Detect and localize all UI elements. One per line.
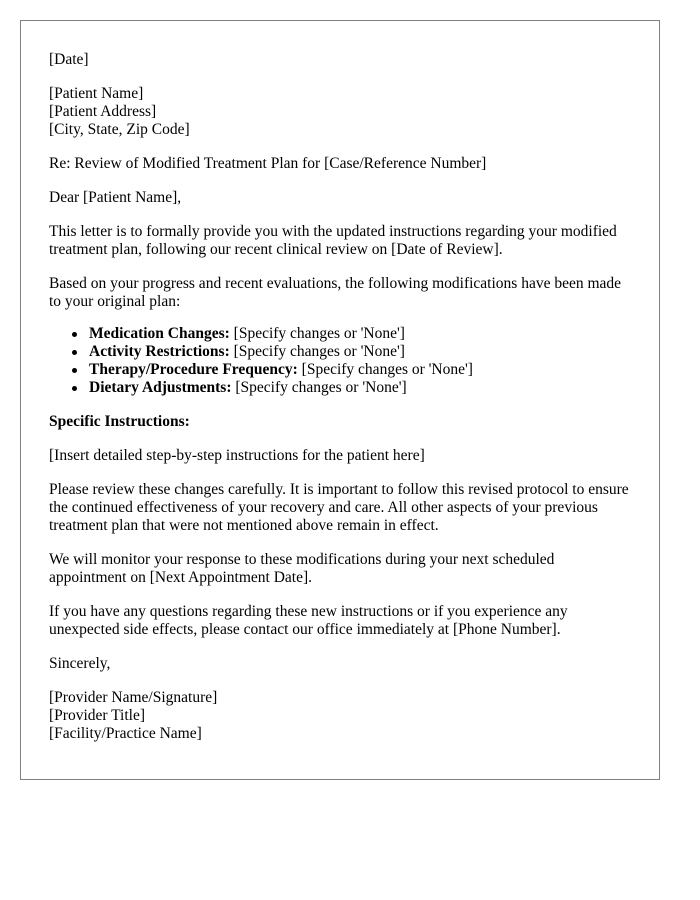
closing: Sincerely, — [49, 655, 111, 672]
list-item — [89, 343, 631, 361]
modification-value: [Specify changes or 'None'] — [229, 325, 405, 342]
list-item — [89, 325, 631, 343]
bullet-icon — [72, 350, 77, 355]
provider-name: [Provider Name/Signature] — [49, 689, 218, 706]
questions-paragraph: If you have any questions regarding these new instructions or if you experience any unexpected side effects, please contact our office immediately at [Phone Number]. — [49, 603, 568, 638]
instructions-heading: Specific Instructions: — [49, 413, 190, 430]
modification-value: [Specify changes or 'None'] — [231, 379, 407, 396]
recipient-address-block — [49, 85, 631, 139]
modification-label: Activity Restrictions: — [89, 343, 230, 360]
signature-block — [49, 689, 631, 743]
recipient-address: [Patient Address] — [49, 103, 157, 120]
modification-label: Therapy/Procedure Frequency: — [89, 361, 298, 378]
monitor-paragraph: We will monitor your response to these modifications during your next scheduled appointment on [Next Appointment Date]. — [49, 551, 555, 586]
list-item — [89, 379, 631, 397]
recipient-city-state-zip: [City, State, Zip Code] — [49, 121, 190, 138]
modification-label: Medication Changes: — [89, 325, 230, 342]
modifications-intro: Based on your progress and recent evaluations, the following modifications have been made to your original plan: — [49, 275, 622, 310]
letter-date: [Date] — [49, 51, 89, 68]
modification-label: Dietary Adjustments: — [89, 379, 232, 396]
facility-name: [Facility/Practice Name] — [49, 725, 202, 742]
bullet-icon — [72, 332, 77, 337]
intro-paragraph: This letter is to formally provide you with the updated instructions regarding your modified treatment plan, following our recent clinical review on [Date of Review]. — [49, 223, 617, 258]
instructions-body: [Insert detailed step-by-step instructions for the patient here] — [49, 447, 425, 464]
salutation: Dear [Patient Name], — [49, 189, 182, 206]
modifications-list — [49, 325, 631, 397]
provider-title: [Provider Title] — [49, 707, 146, 724]
bullet-icon — [72, 386, 77, 391]
review-paragraph: Please review these changes carefully. It is important to follow this revised protocol to ensure the continued effectiveness of your recovery and care. All other aspects of your previous treatment plan that were not mentioned above remain in effect. — [49, 481, 629, 534]
letter-page — [20, 20, 660, 780]
modification-value: [Specify changes or 'None'] — [297, 361, 473, 378]
recipient-name: [Patient Name] — [49, 85, 144, 102]
modification-value: [Specify changes or 'None'] — [229, 343, 405, 360]
bullet-icon — [72, 368, 77, 373]
re-line: Re: Review of Modified Treatment Plan for [Case/Reference Number] — [49, 155, 487, 172]
list-item — [89, 361, 631, 379]
